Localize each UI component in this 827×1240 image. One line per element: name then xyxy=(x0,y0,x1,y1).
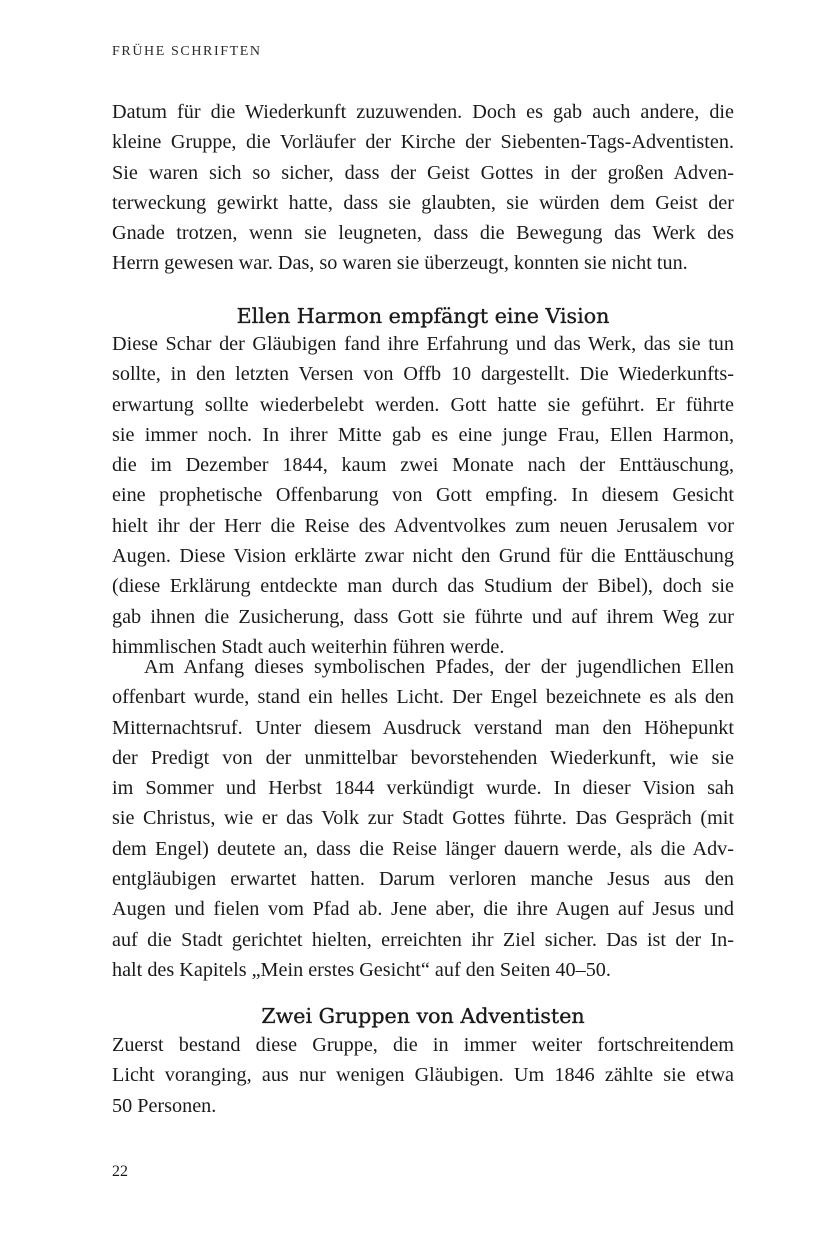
paragraph-vision-1 xyxy=(112,329,734,662)
text-line: erwartung sollte wiederbelebt werden. Gott hatte sie geführt. Er führte xyxy=(112,393,734,416)
text-line: eine prophetische Offenbarung von Gott empfing. In diesem Gesicht xyxy=(112,484,734,507)
text-line: himmlischen Stadt auch weiterhin führen werde. xyxy=(112,635,505,658)
text-line: halt des Kapitels „Mein erstes Gesicht“ auf den Seiten 40–50. xyxy=(112,958,611,981)
text-line: Mitternachtsruf. Unter diesem Ausdruck verstand man den Höhepunkt xyxy=(112,716,734,739)
text-line: offenbart wurde, stand ein helles Licht. Der Engel bezeichnete es als den xyxy=(112,686,734,709)
text-line: gab ihnen die Zusicherung, dass Gott sie führte und auf ihrem Weg zur xyxy=(112,605,734,628)
text-line: Sie waren sich so sicher, dass der Geist Gottes in der großen Adven- xyxy=(112,161,734,184)
text-line: sie Christus, wie er das Volk zur Stadt Gottes führte. Das Gespräch (mit xyxy=(112,807,734,830)
text-line: kleine Gruppe, die Vorläufer der Kirche der Siebenten-Tags-Adventisten. xyxy=(112,131,734,154)
section-heading-groups: Zwei Gruppen von Adventisten xyxy=(261,1004,585,1028)
page-number: 22 xyxy=(112,1163,128,1180)
paragraph-vision-2 xyxy=(112,652,734,985)
text-line: entgläubigen erwartet hatten. Darum verloren manche Jesus aus den xyxy=(112,868,734,891)
text-line: Datum für die Wiederkunft zuzuwenden. Doch es gab auch andere, die xyxy=(112,101,734,123)
text-line: die im Dezember 1844, kaum zwei Monate nach der Enttäuschung, xyxy=(112,454,734,477)
text-line: im Sommer und Herbst 1844 verkündigt wurde. In dieser Vision sah xyxy=(112,777,734,800)
text-line: auf die Stadt gerichtet hielten, erreichten ihr Ziel sicher. Das ist der In- xyxy=(112,928,734,951)
text-line: dem Engel) deutete an, dass die Reise länger dauern werde, als die Adv- xyxy=(112,837,734,860)
text-line: Licht voranging, aus nur wenigen Gläubigen. Um 1846 zählte sie etwa xyxy=(112,1064,734,1087)
section-heading-vision: Ellen Harmon empfängt eine Vision xyxy=(236,304,610,328)
text-line: Augen und fielen vom Pfad ab. Jene aber, die ihre Augen auf Jesus und xyxy=(112,898,734,921)
text-line: der Predigt von der unmittelbar bevorstehenden Wiederkunft, wie sie xyxy=(112,746,734,769)
text-line: Zuerst bestand diese Gruppe, die in immer weiter fortschreitendem xyxy=(112,1034,734,1056)
paragraph-intro xyxy=(112,97,734,279)
text-line: Gnade trotzen, wenn sie leugneten, dass die Bewegung das Werk des xyxy=(112,222,734,245)
text-line: sie immer noch. In ihrer Mitte gab es eine junge Frau, Ellen Harmon, xyxy=(112,423,734,446)
running-head: FRÜHE SCHRIFTEN xyxy=(112,44,262,59)
text-line: sollte, in den letzten Versen von Offb 10 dargestellt. Die Wiederkunfts- xyxy=(112,363,734,386)
text-line: Diese Schar der Gläubigen fand ihre Erfahrung und das Werk, das sie tun xyxy=(112,333,734,355)
paragraph-groups xyxy=(112,1030,734,1121)
text-line: 50 Personen. xyxy=(112,1094,217,1117)
text-line: Am Anfang dieses symbolischen Pfades, der der jugendlichen Ellen xyxy=(144,656,734,678)
text-line: hielt ihr der Herr die Reise des Adventvolkes zum neuen Jerusalem vor xyxy=(112,514,734,537)
text-line: terweckung gewirkt hatte, dass sie glaubten, sie würden dem Geist der xyxy=(112,191,734,214)
text-line: (diese Erklärung entdeckte man durch das Studium der Bibel), doch sie xyxy=(112,575,734,598)
text-line: Herrn gewesen war. Das, so waren sie überzeugt, konnten sie nicht tun. xyxy=(112,252,688,275)
text-line: Augen. Diese Vision erklärte zwar nicht den Grund für die Enttäuschung xyxy=(112,545,734,568)
